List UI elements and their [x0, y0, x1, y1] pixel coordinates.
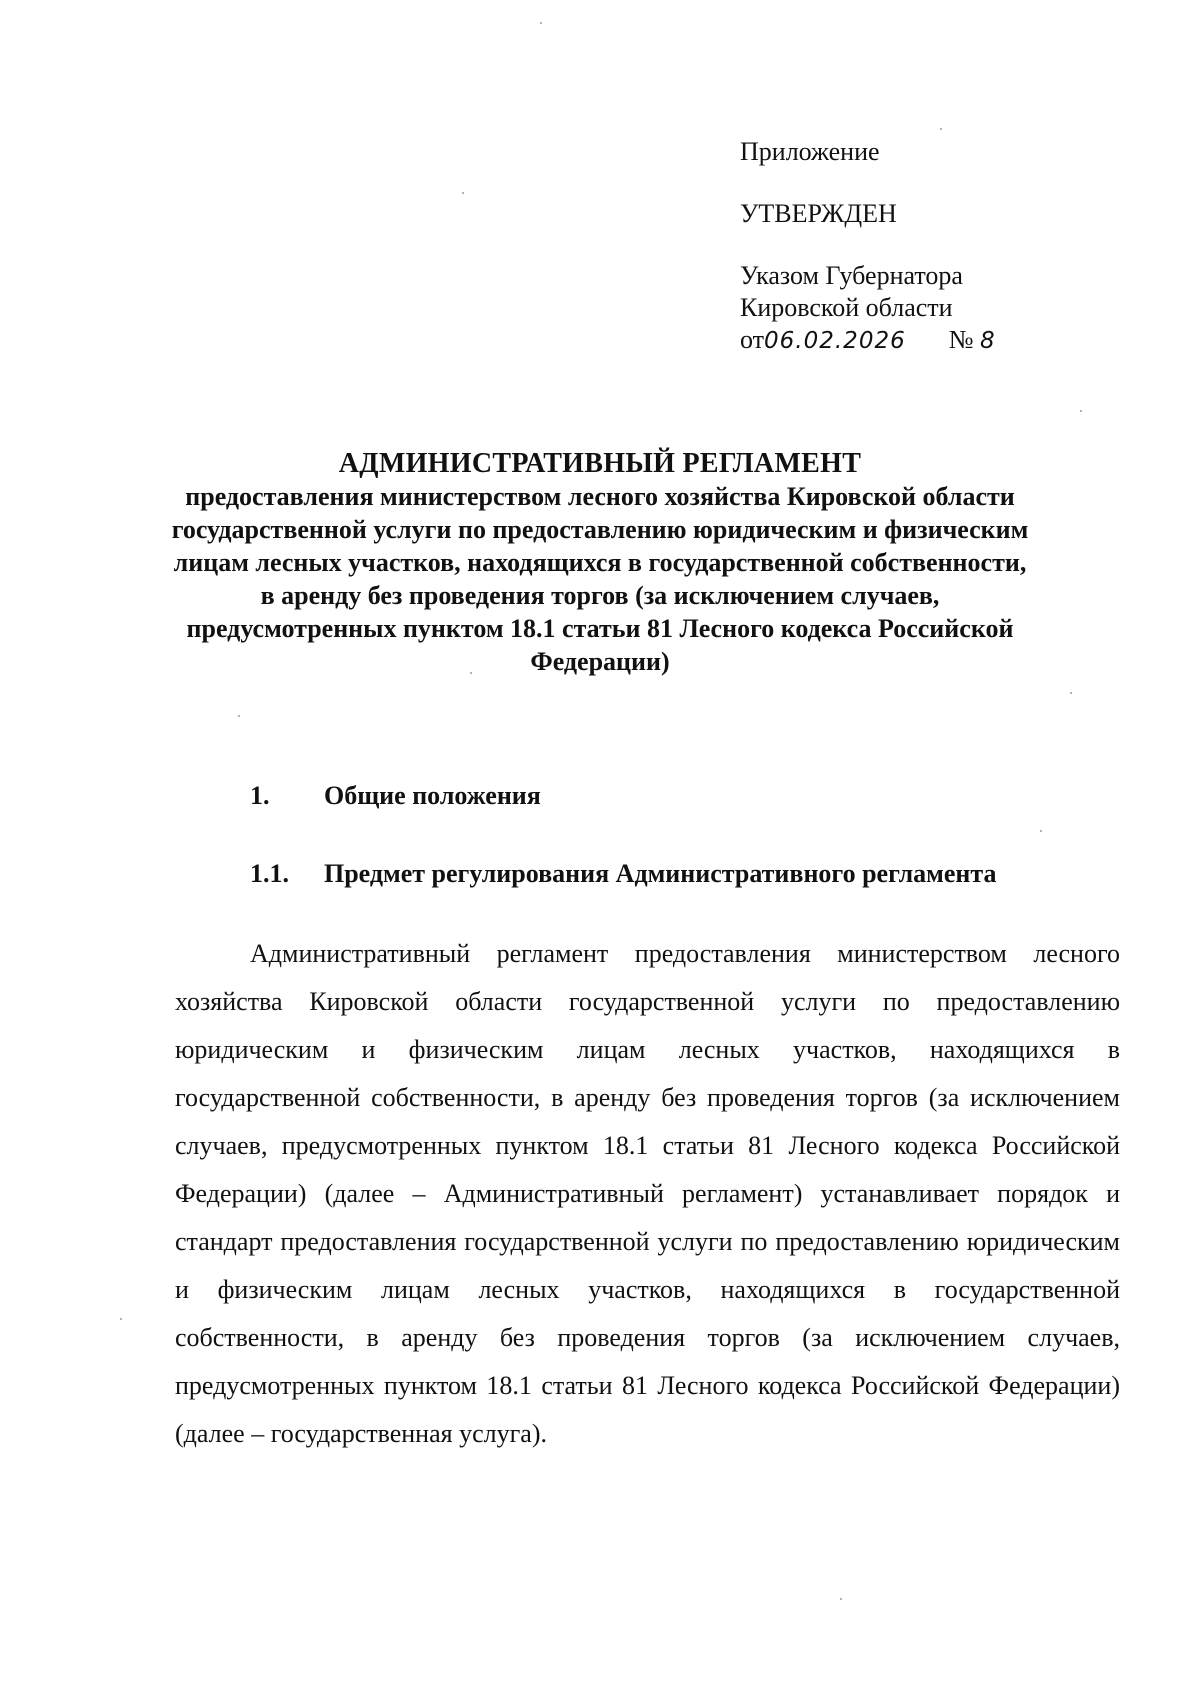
- title-line: Федерации): [530, 647, 670, 676]
- approval-block: [740, 136, 1160, 357]
- body-paragraph: Административный регламент предоставления министерством лесного хозяйства Кировской области государственной услуги по предоставлению юридическим и физическим лицам лесных участков, находящихся в государственной собственности, в аренду без проведения торгов (за исключением случаев, предусмотренных пунктом 18.1 статьи 81 Лесного кодекса Российской Федерации) (далее – Административный регламент) устанавливает порядок и стандарт предоставления государственной услуги по предоставлению юридическим и физическим лицам лесных участков, находящихся в государственной собственности, в аренду без проведения торгов (за исключением случаев, предусмотренных пунктом 18.1 статьи 81 Лесного кодекса Российской Федерации) (далее – государственная услуга).: [175, 939, 1120, 1448]
- number-prefix: №: [948, 325, 974, 354]
- title-line: лицам лесных участков, находящихся в государственной собственности,: [173, 548, 1027, 577]
- scan-speck: [840, 1598, 842, 1600]
- scan-speck: [238, 715, 240, 717]
- scan-speck: [540, 22, 542, 24]
- document-title: [140, 447, 1060, 678]
- date-prefix: от: [740, 325, 765, 354]
- section-title: Общие положения: [324, 781, 541, 810]
- scan-speck: [120, 1318, 122, 1320]
- appendix-label: Приложение: [740, 137, 880, 166]
- scan-speck: [1040, 830, 1042, 832]
- scan-speck: [1080, 410, 1082, 412]
- title-line: предоставления министерством лесного хозяйства Кировской области: [185, 482, 1015, 511]
- section-title: Предмет регулирования Административного регламента: [324, 859, 997, 888]
- region-label: Кировской области: [740, 293, 953, 322]
- approved-label: УТВЕРЖДЕН: [740, 199, 897, 228]
- section-heading-1: [250, 780, 541, 812]
- title-line: предусмотренных пунктом 18.1 статьи 81 Лесного кодекса Российской: [186, 614, 1014, 643]
- section-number: 1.1.: [250, 859, 289, 888]
- handwritten-number: 8: [980, 328, 996, 354]
- title-main: АДМИНИСТРАТИВНЫЙ РЕГЛАМЕНТ: [338, 448, 862, 479]
- section-number: 1.: [250, 781, 270, 810]
- title-line: в аренду без проведения торгов (за исключением случаев,: [260, 581, 940, 610]
- title-line: государственной услуги по предоставлению юридическим и физическим: [171, 515, 1029, 544]
- date-number-line: [740, 324, 1160, 357]
- decree-label: Указом Губернатора: [740, 261, 963, 290]
- scan-speck: [940, 128, 942, 130]
- scan-speck: [462, 192, 464, 194]
- section-heading-1-1: [250, 858, 996, 890]
- handwritten-date: 06.02.2026: [764, 328, 906, 354]
- scan-speck: [1070, 692, 1072, 694]
